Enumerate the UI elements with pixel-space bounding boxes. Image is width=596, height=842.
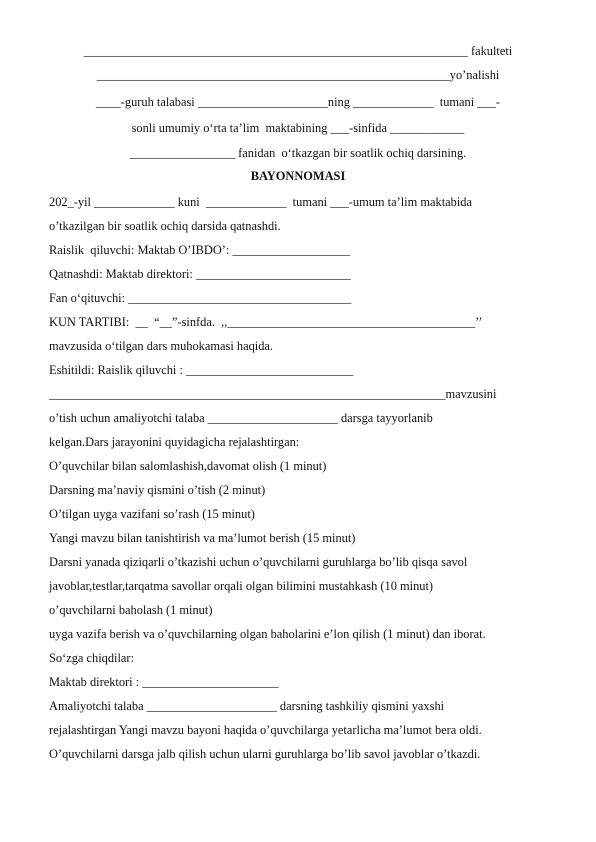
plan-item: Darsning ma’naviy qismini o’tish (2 minut) [49, 483, 266, 497]
body-line: o’tkazilgan bir soatlik ochiq darsida qatnashdi. [49, 219, 281, 233]
school-line: sonli umumiy o‘rta ta’lim maktabining ___-sinfida ____________ [131, 121, 465, 135]
plan-item: Darsni yanada qiziqarli o’tkazishi uchun o’quvchilarni guruhlarga bo’lib qisqa savol [49, 555, 468, 569]
body-line: Amaliyotchi talaba _____________________ darsning tashkiliy qismini yaxshi [49, 699, 445, 713]
body-line: rejalashtirgan Yangi mavzu bayoni haqida o’quvchilarga yetarlicha ma’lumot bera oldi. [49, 723, 482, 737]
agenda-line: KUN TARTIBI: __ “__”-sinfda. ,,________________________________________’’ [49, 315, 483, 329]
plan-item: O’tilgan uyga vazifani so’rash (15 minut) [49, 507, 255, 521]
body-line: o’tish uchun amaliyotchi talaba _____________________ darsga tayyorlanib [49, 411, 433, 425]
body-line: O’quvchilarni darsga jalb qilish uchun ularni guruhlarga bo’lib savol javoblar o’tkazdi. [49, 747, 481, 761]
plan-item: O’quvchilar bilan salomlashish,davomat olish (1 minut) [49, 459, 327, 473]
plan-item: javoblar,testlar,tarqatma savollar orqali olgan bilimini mustahkash (10 minut) [49, 579, 434, 593]
subject-line: _________________ fanidan o‘tkazgan bir soatlik ochiq darsining. [129, 146, 467, 160]
group-student-line: ____-guruh talabasi _____________________ning _____________ tumani ___- [95, 95, 501, 109]
body-line: Eshitildi: Raislik qiluvchi : ___________________________ [49, 363, 354, 377]
plan-item: o’quvchilarni baholash (1 minut) [49, 603, 213, 617]
document-title: BAYONNOMASI [250, 169, 346, 183]
faculty-line: ______________________________________________________________ fakulteti [83, 44, 513, 58]
body-line: kelgan.Dars jarayonini quyidagicha rejalashtirgan: [49, 435, 300, 449]
body-line: Fan o‘qituvchi: ____________________________________ [49, 291, 352, 305]
body-line: mavzusida o‘tilgan dars muhokamasi haqida. [49, 339, 274, 353]
speakers-heading: So‘zga chiqdilar: [49, 651, 134, 665]
body-line: Raislik qiluvchi: Maktab O’IBDO’: ___________________ [49, 243, 351, 257]
plan-item: Yangi mavzu bilan tanishtirish va ma’lumot berish (15 minut) [49, 531, 356, 545]
plan-item: uyga vazifa berish va o’quvchilarning olgan baholarini e’lon qilish (1 minut) dan iborat. [49, 627, 486, 641]
direction-line: _________________________________________________________yo’nalishi [96, 68, 500, 82]
body-line: 202_-yil _____________ kuni _____________ tumani ___-umum ta’lim maktabida [49, 195, 472, 209]
body-line: ________________________________________________________________mavzusini [49, 387, 497, 401]
body-line: Maktab direktori : ______________________ [49, 675, 279, 689]
body-line: Qatnashdi: Maktab direktori: _________________________ [49, 267, 351, 281]
